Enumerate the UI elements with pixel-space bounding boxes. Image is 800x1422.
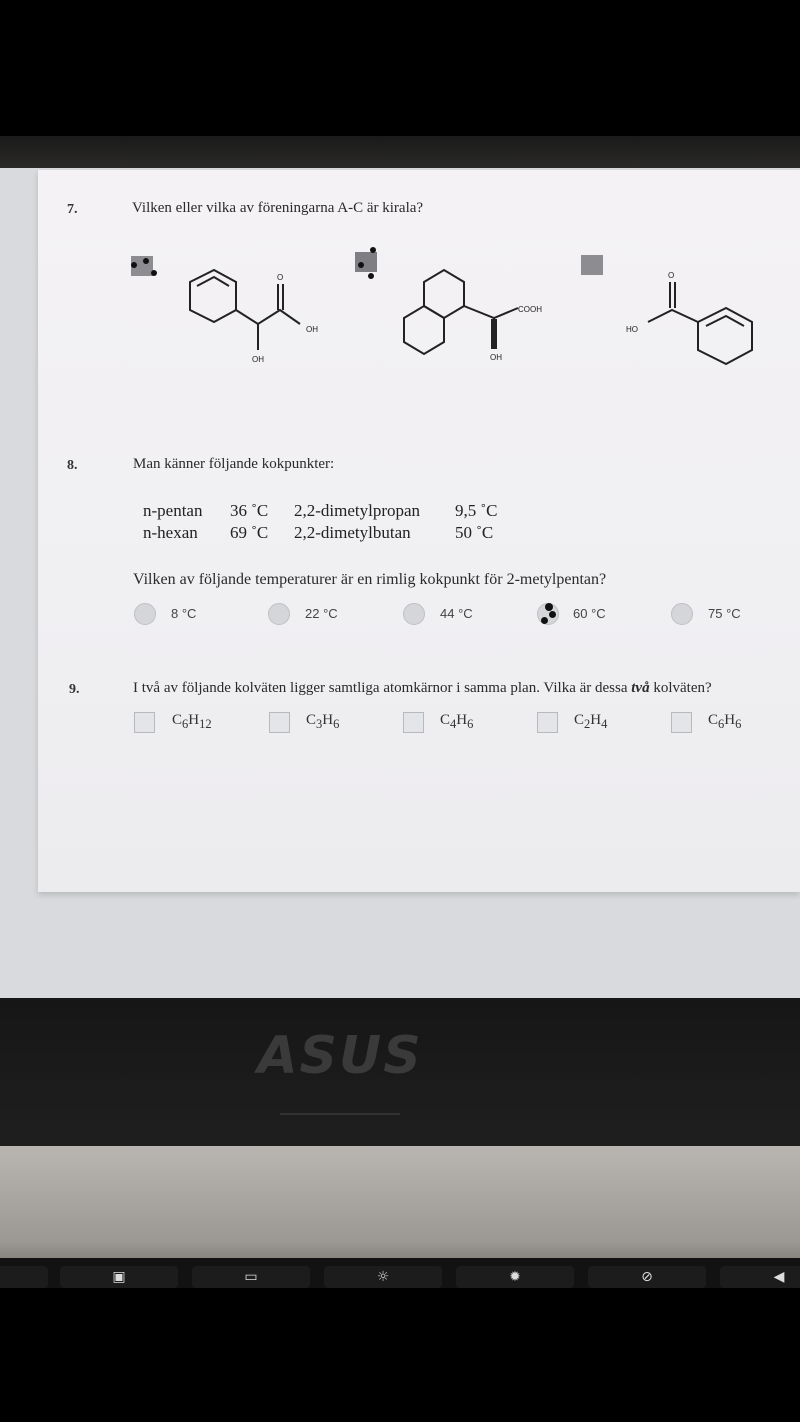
scribble-dot [549,611,556,618]
formula-option-4: $C_2H_4$ [574,712,608,731]
question-9-number: 9. [69,682,80,697]
scribble-dot [143,258,149,264]
checkbox-option-2[interactable] [269,712,290,733]
bp-name: 2,2-dimetylbutan [294,523,411,542]
question-9-text: I två av följande kolväten ligger samtliga atomkärnor i samma plan. Vilka är dessa två kolväten? [133,680,712,696]
question-7-number: 7. [67,202,78,217]
scribble-dot [368,273,374,279]
scribble-dot [541,617,548,624]
option-label: 44 °C [440,606,473,621]
structure-c-checkbox[interactable] [581,255,603,275]
scribble-dot [358,262,364,268]
checkbox-option-5[interactable] [671,712,692,733]
brightness-down-key-icon[interactable]: ☼ [324,1266,442,1288]
touchpad-key-icon[interactable]: ▣ [60,1266,178,1288]
bp-value: 36 ˚C [230,501,269,520]
bp-name: 2,2-dimetylpropan [294,501,421,520]
bp-name: n-pentan [143,501,203,520]
structure-a [170,270,330,370]
question-8-text: Vilken av följande temperaturer är en rimlig kokpunkt för 2-metylpentan? [133,571,607,588]
formula-option-1: $C_6H_{12}$ [172,712,212,731]
atom-label: HO [626,325,638,334]
logo-underline [280,1113,400,1115]
bp-name: n-hexan [143,523,198,542]
scribble-dot [131,262,137,268]
structure-c [620,270,790,390]
atom-label: O [277,273,284,282]
formula-option-3: $C_4H_6$ [440,712,474,731]
scribble-dot [151,270,157,276]
display-key-icon[interactable]: ▭ [192,1266,310,1288]
checkbox-option-4[interactable] [537,712,558,733]
option-label: 60 °C [573,606,606,621]
mute-key-icon[interactable]: ⊘ [588,1266,706,1288]
radio-option-1[interactable] [134,603,156,625]
checkbox-option-1[interactable] [134,712,155,733]
scribble-dot [545,603,553,611]
atom-label: O [668,271,675,280]
volume-key-icon[interactable]: ◀ [720,1266,800,1288]
option-label: 8 °C [171,606,197,621]
formula-option-2: $C_3H_6$ [306,712,340,731]
asus-logo: ASUS [257,1026,423,1086]
function-key[interactable] [0,1266,48,1288]
question-7-text: Vilken eller vilka av föreningarna A-C är kirala? [132,200,424,216]
question-8-number: 8. [67,458,78,473]
radio-option-3[interactable] [403,603,425,625]
photo-bottom-margin [0,1288,800,1422]
laptop-deck [0,1146,800,1266]
question-8-intro: Man känner följande kokpunkter: [133,456,335,472]
radio-option-5[interactable] [671,603,693,625]
bp-value: 69 ˚C [230,523,269,542]
radio-option-2[interactable] [268,603,290,625]
bp-value: 9,5 ˚C [455,501,498,520]
checkbox-option-3[interactable] [403,712,424,733]
option-label: 22 °C [305,606,338,621]
photo-top-margin [0,0,800,136]
option-label: 75 °C [708,606,741,621]
bp-value: 50 ˚C [455,523,494,542]
structure-b [400,268,560,368]
atom-label: OH [252,355,264,364]
brightness-up-key-icon[interactable]: ✹ [456,1266,574,1288]
atom-label: COOH [518,305,542,314]
formula-option-5: $C_6H_6$ [708,712,742,731]
scribble-dot [370,247,376,253]
atom-label: OH [490,353,502,362]
laptop-top-bezel [0,136,800,170]
atom-label: OH [306,325,318,334]
